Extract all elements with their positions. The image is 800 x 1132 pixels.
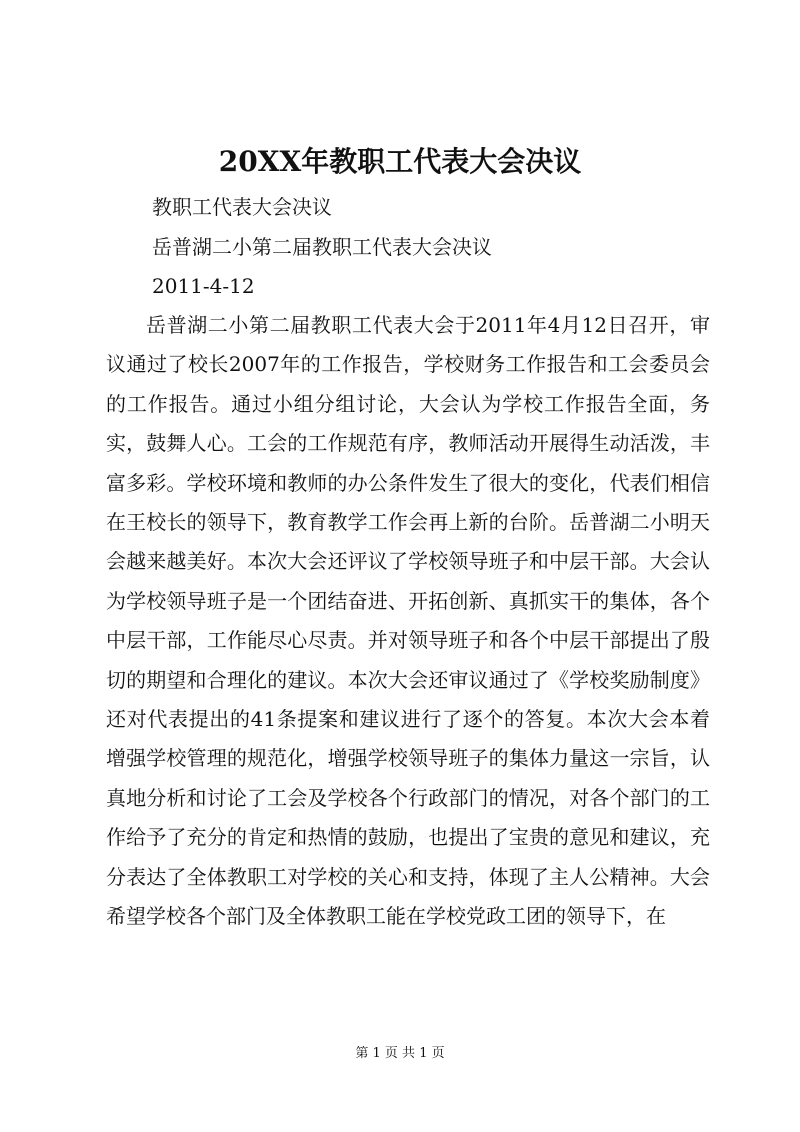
document-subtitle: 教职工代表大会决议 bbox=[152, 195, 332, 219]
resolution-name: 岳普湖二小第二届教职工代表大会决议 bbox=[152, 235, 492, 259]
page-title: 20XX年教职工代表大会决议 bbox=[218, 145, 582, 178]
document-date: 2011-4-12 bbox=[152, 274, 255, 298]
page-footer: 第 1 页 共 1 页 bbox=[355, 1046, 445, 1061]
body-paragraph: 岳普湖二小第二届教职工代表大会于2011年4月12日召开，审议通过了校长2007年的工作报告，学校财务工作报告和工会委员会的工作报告。通过小组分组讨论，大会认为学校工作报告全面，务实，鼓舞人心。工会的工作规范有序，教师活动开展得生动活泼，丰富多彩。学校环境和教师的办公条件发生了很大的变化，代表们相信在王校长的领导下，教育教学工作会再上新的台阶。岳普湖二小明天会越来越美好。本次大会还评议了学校领导班子和中层干部。大会认为学校领导班子是一个团结奋进、开拓创新、真抓实干的集体，各个中层干部，工作能尽心尽责。并对领导班子和各个中层干部提出了殷切的期望和合理化的建议。本次大会还审议通过了《学校奖励制度》还对代表提出的41条提案和建议进行了逐个的答复。本次大会本着增强学校管理的规范化，增强学校领导班子的集体力量这一宗旨，认真地分析和讨论了工会及学校各个行政部门的情况，对各个部门的工作给予了充分的肯定和热情的鼓励，也提出了宝贵的意见和建议，充分表达了全体教职工对学校的关心和支持，体现了主人公精神。大会希望学校各个部门及全体教职工能在学校党政工团的领导下，在 bbox=[106, 313, 710, 929]
